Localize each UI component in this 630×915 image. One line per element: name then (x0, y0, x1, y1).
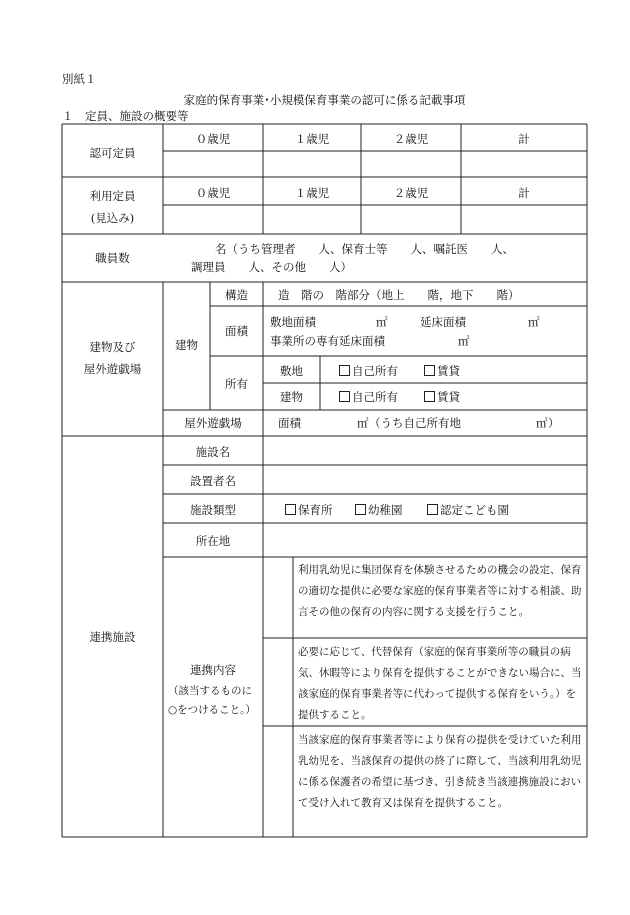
building-owned-option[interactable] (339, 389, 398, 405)
building-sub-label: 建物 (175, 338, 198, 352)
usage-label-note: (見込み) (90, 211, 135, 225)
capacity-col-2: ２歳児 (393, 132, 429, 146)
capacity-col-total: 計 (518, 132, 530, 146)
ownership-land-label: 敷地 (280, 364, 303, 378)
staff-breakdown-line2: 調理員 人、その他 人） (191, 260, 352, 274)
land-rented-option[interactable] (424, 363, 460, 379)
content-item-3: 当該家庭的保育事業者等により保育の提供を受けていた利用乳幼児を、当該保育の提供の終了に際して、当該利用乳幼児に係る保護者の希望に基づき、引き続き当該連携施設において受け入れて教育又は保育を提供すること。 (298, 734, 582, 809)
capacity-value-1[interactable] (264, 152, 360, 176)
capacity-value-total[interactable] (462, 152, 586, 176)
checkbox-icon[interactable] (339, 391, 350, 402)
structure-label: 構造 (225, 288, 248, 302)
building-label-2: 屋外遊戯場 (83, 362, 142, 376)
option-label: 自己所有 (352, 390, 398, 404)
playground-label: 屋外遊戯場 (184, 416, 242, 430)
own-floor-area-label: 事業所の専有延床面積 (270, 334, 385, 348)
usage-value-1[interactable] (264, 206, 360, 233)
building-rented-option[interactable] (424, 389, 460, 405)
capacity-value-0[interactable] (164, 152, 262, 176)
option-label: 保育所 (298, 503, 333, 517)
option-label: 認定こども園 (440, 503, 509, 517)
section-heading: １ 定員、施設の概要等 (62, 109, 189, 123)
partner-type-label: 施設類型 (190, 503, 236, 517)
content-mark-1[interactable] (264, 558, 292, 637)
usage-label: 利用定員 (89, 189, 136, 203)
partner-name-label: 施設名 (195, 445, 231, 459)
floor-area-unit: ㎡ (528, 315, 540, 329)
capacity-col-1: １歳児 (294, 132, 330, 146)
content-item-2: 必要に応じて、代替保育（家庭的保育事業所等の職員の病気、休暇等により保育を提供することができない場合に、当該家庭的保育事業者等に代わって提供する保育をいう。）を提供すること。 (298, 646, 582, 721)
partner-name-value[interactable] (264, 437, 586, 464)
usage-value-0[interactable] (164, 206, 262, 233)
option-label: 賃貸 (437, 390, 460, 404)
partner-founder-value[interactable] (264, 466, 586, 493)
checkbox-icon[interactable] (424, 391, 435, 402)
land-owned-option[interactable] (339, 363, 398, 379)
usage-col-2: ２歳児 (393, 186, 429, 200)
usage-col-total: 計 (518, 186, 530, 200)
building-label-1: 建物及び (89, 340, 136, 354)
staff-breakdown-line1: 名（うち管理者 人、保育士等 人、嘱託医 人、 (215, 242, 514, 256)
content-mark-2[interactable] (264, 639, 292, 725)
usage-col-1: １歳児 (294, 186, 330, 200)
playground-owned-unit: ㎡ (536, 416, 548, 430)
capacity-label: 認可定員 (89, 146, 136, 160)
document-title: 家庭的保育事業･小規模保育事業の認可に係る記載事項 (183, 93, 466, 107)
type-option-nursery[interactable] (285, 502, 333, 518)
own-floor-area-unit: ㎡ (458, 334, 470, 348)
structure-value: 造 階の 階部分（地上 階，地下 階） (278, 288, 520, 302)
usage-col-0: ０歳児 (195, 186, 231, 200)
usage-value-total[interactable] (462, 206, 586, 233)
ownership-building-label: 建物 (280, 390, 303, 404)
partner-location-label: 所在地 (195, 534, 231, 548)
checkbox-icon[interactable] (427, 504, 438, 515)
attachment-label: 別紙１ (62, 72, 97, 86)
playground-close-paren: ） (548, 416, 560, 430)
type-option-certified[interactable] (427, 502, 509, 518)
content-label: 連携内容 (190, 663, 236, 677)
content-item-1: 利用乳幼児に集団保育を体験させるための機会の設定、保育の適切な提供に必要な家庭的保育事業者等に対する相談、助言その他の保育の内容に関する支援を行うこと。 (298, 564, 582, 618)
usage-value-2[interactable] (362, 206, 460, 233)
staff-label: 職員数 (95, 251, 130, 265)
checkbox-icon[interactable] (424, 365, 435, 376)
capacity-value-2[interactable] (362, 152, 460, 176)
capacity-col-0: ０歳児 (195, 132, 231, 146)
playground-owned-note: （うち自己所有地 (369, 416, 461, 430)
partner-founder-label: 設置者名 (190, 474, 236, 488)
content-note: （該当するものに○をつけること。） (168, 685, 256, 716)
checkbox-icon[interactable] (285, 504, 296, 515)
checkbox-icon[interactable] (355, 504, 366, 515)
option-label: 賃貸 (437, 364, 460, 378)
site-area-label: 敷地面積 (270, 315, 316, 329)
checkbox-icon[interactable] (339, 365, 350, 376)
partner-location-value[interactable] (264, 524, 586, 556)
option-label: 幼稚園 (368, 503, 403, 517)
area-label: 面積 (225, 324, 248, 338)
type-option-kindergarten[interactable] (355, 502, 403, 518)
playground-area-label: 面積 (278, 416, 301, 430)
floor-area-label: 延床面積 (420, 315, 466, 329)
playground-area-unit: ㎡ (357, 416, 369, 430)
site-area-unit: ㎡ (376, 315, 388, 329)
option-label: 自己所有 (352, 364, 398, 378)
partner-label: 連携施設 (89, 630, 136, 644)
ownership-label: 所有 (225, 377, 248, 391)
content-mark-3[interactable] (264, 727, 292, 836)
